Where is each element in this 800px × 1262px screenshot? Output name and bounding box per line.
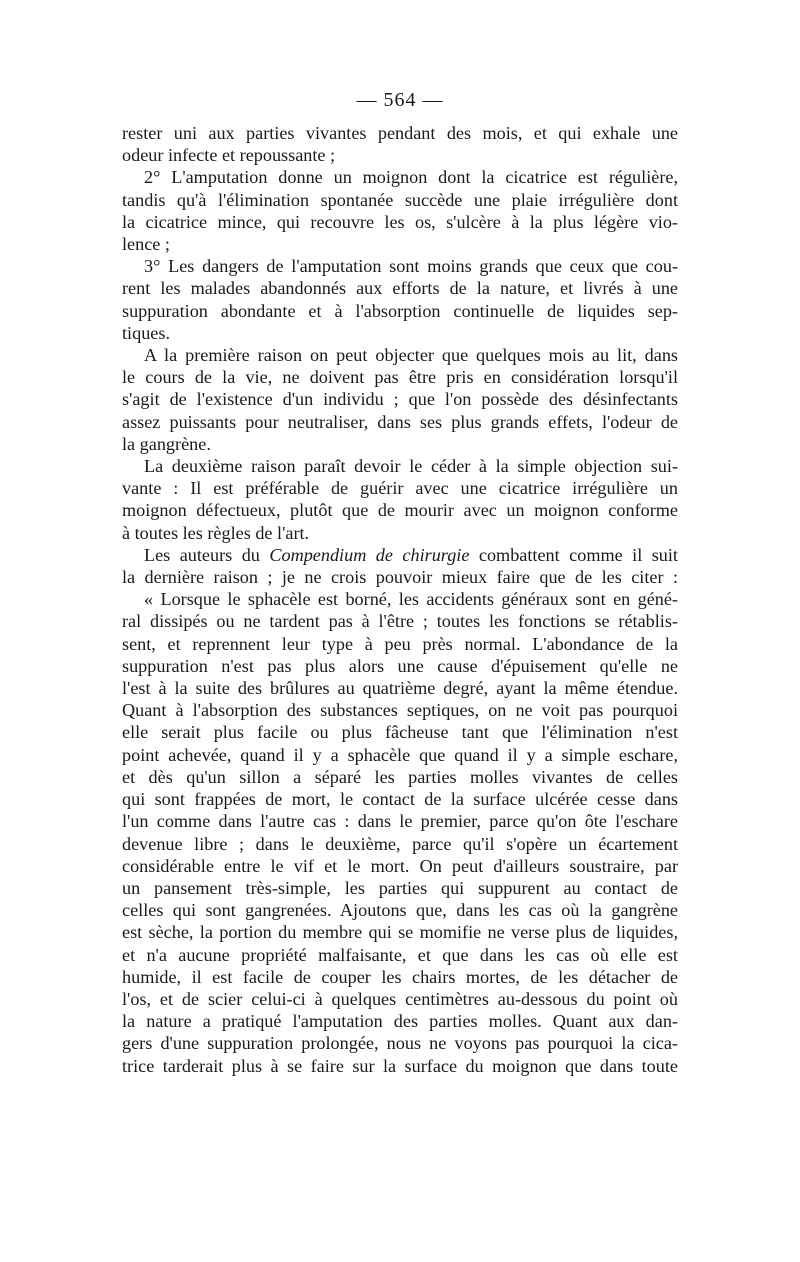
text-line: considérable entre le vif et le mort. On peut d'ailleurs soustraire, par — [122, 855, 678, 876]
text-line — [122, 544, 678, 566]
page-number: — 564 — — [356, 89, 444, 111]
text-line: suppuration n'est pas plus alors une cause d'épuisement qu'elle ne — [122, 655, 678, 676]
book-title: Compendium de chirurgie — [269, 544, 470, 565]
text-line: Quant à l'absorption des substances septiques, on ne voit pas pourquoi — [122, 700, 678, 721]
text-line: lence ; — [122, 234, 170, 255]
text-line: un pansement très-simple, les parties qui suppurent au contact de — [122, 877, 678, 898]
text-line: elle serait plus facile ou plus fâcheuse tant que l'élimination n'est — [122, 722, 678, 743]
text-line: celles qui sont gangrenées. Ajoutons que, dans les cas où la gangrène — [122, 900, 678, 921]
text-line: rent les malades abandonnés aux efforts de la nature, et livrés à une — [122, 278, 678, 299]
text-line: la gangrène. — [122, 433, 211, 454]
text-line: suppuration abondante et à l'absorption continuelle de liquides sep- — [122, 300, 678, 321]
text-segment: Les auteurs du — [144, 544, 270, 565]
body-text — [122, 122, 678, 1077]
text-line: 3° Les dangers de l'amputation sont moins grands que ceux que cou- — [144, 256, 678, 277]
text-line: gers d'une suppuration prolongée, nous ne voyons pas pourquoi la cica- — [122, 1033, 678, 1054]
text-line: 2° L'amputation donne un moignon dont la cicatrice est régulière, — [144, 167, 678, 188]
text-line: et dès qu'un sillon a séparé les parties molles vivantes de celles — [122, 766, 678, 787]
text-line: devenue libre ; dans le deuxième, parce qu'il s'opère un écartement — [122, 833, 678, 854]
text-line: la dernière raison ; je ne crois pouvoir mieux faire que de les citer : — [122, 567, 678, 588]
text-line: « Lorsque le sphacèle est borné, les accidents généraux sont en géné- — [144, 589, 678, 610]
text-line: moignon défectueux, plutôt que de mourir avec un moignon conforme — [122, 500, 678, 521]
text-line: l'est à la suite des brûlures au quatrième degré, ayant la même étendue. — [122, 678, 678, 699]
text-line: s'agit de l'existence d'un individu ; que l'on possède des désinfectants — [122, 389, 678, 410]
text-segment: combattent comme il suit — [469, 544, 678, 565]
text-line: l'un comme dans l'autre cas : dans le premier, parce qu'on ôte l'eschare — [122, 811, 678, 832]
text-line: est sèche, la portion du membre qui se momifie ne verse plus de liquides, — [122, 922, 678, 943]
text-line: le cours de la vie, ne doivent pas être pris en considération lorsqu'il — [122, 367, 678, 388]
text-line: rester uni aux parties vivantes pendant des mois, et qui exhale une — [122, 123, 678, 143]
text-line: la nature a pratiqué l'amputation des parties molles. Quant aux dan- — [122, 1011, 678, 1032]
text-line: l'os, et de scier celui-ci à quelques centimètres au-dessous du point où — [122, 988, 678, 1009]
text-line: humide, il est facile de couper les chairs mortes, de les détacher de — [122, 966, 678, 987]
text-line: La deuxième raison paraît devoir le céder à la simple objection sui- — [144, 456, 678, 477]
text-line: à toutes les règles de l'art. — [122, 522, 310, 543]
text-line: point achevée, quand il y a sphacèle que quand il y a simple eschare, — [122, 744, 678, 765]
text-line: la cicatrice mince, qui recouvre les os, s'ulcère à la plus légère vio- — [122, 211, 678, 232]
text-line: tandis qu'à l'élimination spontanée succède une plaie irrégulière dont — [122, 189, 678, 210]
text-line: odeur infecte et repoussante ; — [122, 145, 336, 166]
text-line: trice tarderait plus à se faire sur la surface du moignon que dans toute — [122, 1055, 678, 1076]
text-line: tiques. — [122, 322, 170, 343]
text-line: vante : Il est préférable de guérir avec une cicatrice irrégulière un — [122, 478, 678, 499]
text-line: sent, et reprennent leur type à peu près normal. L'abondance de la — [122, 633, 678, 654]
text-line: ral dissipés ou ne tardent pas à l'être ; toutes les fonctions se rétablis- — [122, 611, 678, 632]
text-line: assez puissants pour neutraliser, dans ses plus grands effets, l'odeur de — [122, 411, 678, 432]
text-line: et n'a aucune propriété malfaisante, et que dans les cas où elle est — [122, 944, 678, 965]
text-line: A la première raison on peut objecter que quelques mois au lit, dans — [144, 345, 678, 366]
text-line: qui sont frappées de mort, le contact de la surface ulcérée cesse dans — [122, 789, 678, 810]
page — [122, 86, 678, 1077]
